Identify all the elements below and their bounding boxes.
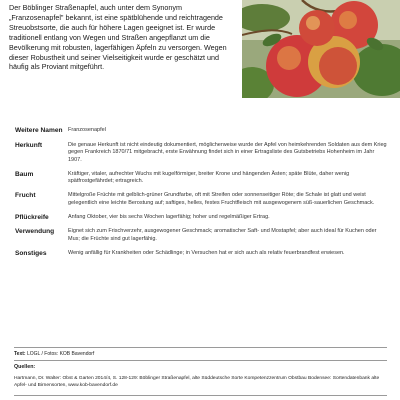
label-baum: Baum: [15, 170, 34, 178]
divider-bottom: [14, 395, 387, 396]
row-herkunft: [15, 142, 387, 165]
label-verwendung: Verwendung: [15, 228, 55, 236]
apple-photo: [242, 0, 400, 98]
value-sonstiges: Wenig anfällig für Krankheiten oder Schädlinge; in Versuchen hat er sich auch als relativ feuerbrandfest erwiesen.: [68, 249, 345, 256]
row-frucht: [15, 192, 387, 207]
label-weitere-namen: Weitere Namen: [15, 127, 63, 134]
label-sonstiges: Sonstiges: [15, 249, 47, 257]
variety-properties-table: [15, 127, 387, 258]
value-pflueckreife: Anfang Oktober, vier bis sechs Wochen lagerfähig; hoher und regelmäßiger Ertrag.: [68, 213, 270, 220]
text-credit: [14, 351, 94, 357]
row-weitere-namen: [15, 127, 387, 136]
label-herkunft: Herkunft: [15, 141, 43, 149]
label-frucht: Frucht: [15, 192, 36, 200]
value-herkunft: Die genaue Herkunft ist nicht eindeutig dokumentiert, möglicherweise wurde der Apfel von heimkehrenden Soldaten aus dem Krieg gegen Frankreich 1870/71 mitgebracht, erste Erwähnung findet sich in einer Ertragsliste des Gutsbetriebs Hohenheim im Jahr 1907.: [68, 141, 387, 163]
sources-text: Hartmann, Dr. Walter: Obst & Garten 2014/4, S. 128-129: Böblinger Straßenapfel, alte Süddeutsche Sorte Kompetenzzentrum Obstbau Bodensee: Sortendatenbank alte Apfel- und Birnensorten, www.kob-bavendorf.de: [14, 376, 380, 388]
intro-paragraph: Der Böblinger Straßenapfel, auch unter dem Synonym „Franzosenapfel" bekannt, ist eine spätblühende und reichtragende Streuobstsorte, die auch für höhere Lagen geeignet ist. Er wurde traditionell entlang von Wegen und Straßen angepflanzt um die Bevölkerung mit robusten, lagerfähigen Äpfeln zu versorgen. Wegen dieser Robustheit und seiner Vielseitigkeit wurde er geschätzt und häufig als Proviant mitgeführt.: [9, 3, 227, 72]
value-frucht: Mittelgroße Früchte mit gelblich-grüner Grundfarbe, oft mit Streifen oder sonnenseitiger Röte; die Schale ist glatt und weist gelegentlich eine leichte Berostung auf; saftiges, helles, festes Fruchtfleisch mit ausgewogenem süß-sauerlichen Geschmack.: [68, 192, 375, 206]
row-baum: [15, 171, 387, 186]
credit-label: Text:: [14, 351, 26, 357]
row-verwendung: [15, 228, 387, 243]
label-pflueckreife: Pflückreife: [15, 213, 49, 221]
credit-value: LOGL / Fotos: KOB Bavendorf: [26, 351, 95, 357]
divider-middle: [14, 360, 387, 361]
value-baum: Kräftiger, vitaler, aufrechter Wuchs mit kugelförmiger, breiter Krone und hängenden Ästen; späte Blüte, daher wenig spätfrostgefährdet; ertragreich.: [68, 170, 350, 185]
divider-top: [14, 347, 387, 348]
row-sonstiges: [15, 250, 387, 259]
value-verwendung: Eignet sich zum Frischverzehr, ausgewogener Geschmack; aromatischer Saft- und Mostapfel; aber auch ideal für Kuchen oder Mus; die Früchte sind gut lagerfähig.: [68, 228, 377, 242]
value-weitere-namen: Franzosenapfel: [68, 127, 106, 133]
row-pflueckreife: [15, 214, 387, 223]
sources-heading: Quellen:: [14, 364, 36, 370]
